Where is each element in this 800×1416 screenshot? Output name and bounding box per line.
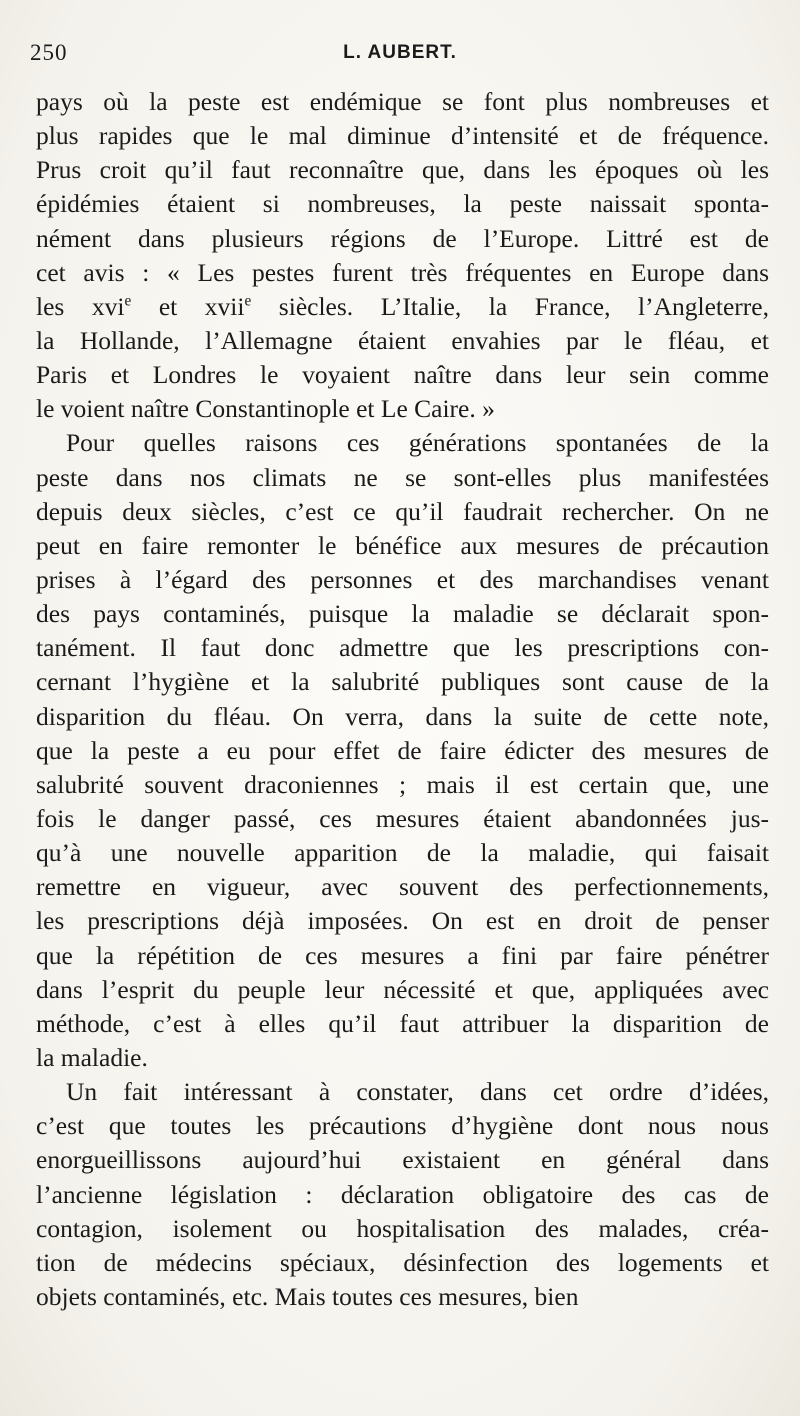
- text-line: que la peste a eu pour effet de faire édicter des mesures de: [36, 735, 769, 765]
- text-line: remettre en vigueur, avec souvent des perfectionnements,: [36, 872, 769, 902]
- text-line: les prescriptions déjà imposées. On est en droit de penser: [36, 906, 769, 936]
- text-line: des pays contaminés, puisque la maladie se déclarait spon-: [36, 599, 769, 629]
- text-line: peste dans nos climats ne se sont-elles plus manifestées: [36, 462, 769, 492]
- text-line: prises à l’égard des personnes et des marchandises venant: [36, 564, 769, 594]
- text-line: dans l’esprit du peuple leur nécessité et que, appliquées avec: [36, 974, 769, 1004]
- text-line: l’ancienne législation : déclaration obligatoire des cas de: [36, 1179, 769, 1209]
- text-line: le voient naître Constantinople et Le Caire. »: [36, 394, 495, 424]
- text-line: c’est que toutes les précautions d’hygiène dont nous nous: [36, 1111, 769, 1141]
- text-line: salubrité souvent draconiennes ; mais il est certain que, une: [36, 769, 769, 799]
- text-line: tanément. Il faut donc admettre que les prescriptions con-: [36, 633, 769, 663]
- text-line: Prus croit qu’il faut reconnaître que, dans les époques où les: [36, 155, 769, 185]
- text-line: méthode, c’est à elles qu’il faut attribuer la disparition de: [36, 1008, 769, 1038]
- page-number: 250: [30, 40, 68, 65]
- paragraph: [36, 426, 769, 1075]
- paragraph: [36, 85, 769, 426]
- text-line: Paris et Londres le voyaient naître dans leur sein comme: [36, 360, 769, 390]
- text-line: disparition du fléau. On verra, dans la suite de cette note,: [36, 701, 769, 731]
- text-line: la maladie.: [36, 1042, 148, 1072]
- text-line: nément dans plusieurs régions de l’Europe. Littré est de: [36, 223, 769, 253]
- text-line: objets contaminés, etc. Mais toutes ces mesures, bien: [36, 1281, 579, 1311]
- page-header: [30, 40, 770, 74]
- text-line: fois le danger passé, ces mesures étaient abandonnées jus-: [36, 803, 769, 833]
- text-line: épidémies étaient si nombreuses, la peste naissait sponta-: [36, 189, 769, 219]
- text-line: Pour quelles raisons ces générations spontanées de la: [66, 428, 769, 458]
- text-line: les xvi$^e$ et xvii$^e$ siècles. L’Italie, la France, l’Angleterre,: [36, 291, 769, 321]
- body-text: [36, 85, 769, 1314]
- text-line: qu’à une nouvelle apparition de la maladie, qui faisait: [36, 838, 769, 868]
- text-line: tion de médecins spéciaux, désinfection des logements et: [36, 1247, 769, 1277]
- text-line: contagion, isolement ou hospitalisation des malades, créa-: [36, 1213, 769, 1243]
- paragraph: [36, 1075, 769, 1314]
- text-line: peut en faire remonter le bénéfice aux mesures de précaution: [36, 530, 769, 560]
- text-line: pays où la peste est endémique se font plus nombreuses et: [36, 87, 769, 116]
- text-line: la Hollande, l’Allemagne étaient envahies par le fléau, et: [36, 325, 769, 355]
- text-line: cet avis : « Les pestes furent très fréquentes en Europe dans: [36, 257, 769, 287]
- text-line: enorgueillissons aujourd’hui existaient en général dans: [36, 1145, 769, 1175]
- text-line: Un fait intéressant à constater, dans cet ordre d’idées,: [66, 1077, 769, 1107]
- text-line: que la répétition de ces mesures a fini par faire pénétrer: [36, 940, 769, 970]
- text-line: cernant l’hygiène et la salubrité publiques sont cause de la: [36, 667, 769, 697]
- text-line: depuis deux siècles, c’est ce qu’il faudrait rechercher. On ne: [36, 496, 769, 526]
- running-title: L. AUBERT.: [343, 42, 457, 63]
- text-line: plus rapides que le mal diminue d’intensité et de fréquence.: [36, 121, 769, 151]
